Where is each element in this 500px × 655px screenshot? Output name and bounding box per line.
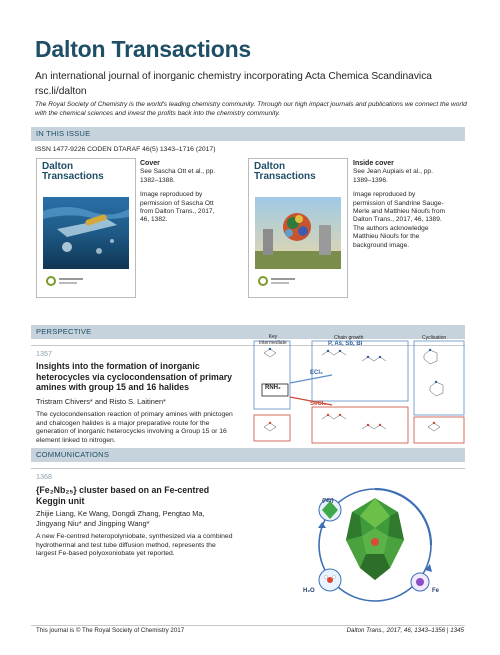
page-number: 1368 [36,472,52,481]
inside-cover-info [353,160,449,250]
graphic-label-nb: {Nb} [322,498,334,504]
graphic-label-fe: Fe [432,588,440,594]
graphic-label-water: H₂O [303,588,315,594]
perspective-authors: Tristram Chivers* and Risto S. Laitinen* [36,397,166,406]
graphic-label-rnh2: RNH₂ [265,385,281,391]
graphic-label-ecl3: ECl₃ [310,370,323,376]
issue-info: ISSN 1477-9226 CODEN DTARAF 46(5) 1343–1716 (2017) [35,146,216,153]
graphic-label-cyclisation: Cyclisation [422,335,447,341]
footer-citation: Dalton Trans., 2017, 46, 1343–1356 | 1345 [346,627,464,634]
section-bar-in-this-issue [31,127,465,141]
communication-abstract: A new Fe-centred heteropolyniobate, synthesized via a combined hydrothermal and test tube diffusion method, represents the largest Fe-based polyoxoniobate yet reported. [36,533,233,557]
graphic-label-key-intermediate: Key intermediate [259,334,287,346]
inside-cover-heading: Inside cover [353,160,394,167]
journal-title: Dalton Transactions [35,36,252,62]
cover-logo-line2: Transactions [42,171,104,182]
page-number: 1357 [36,349,52,358]
cover-text: See Sascha Ott et al., pp. 1382–1388. [140,168,216,184]
perspective-graphic [252,335,466,445]
cover-image[interactable] [36,158,136,298]
inside-cover-credit: Image reproduced by permission of Sandrine Sauge-Merle and Matthieu Nioufs from Dalton Trans., 2017, 46, 1389. The authors acknowledge Matthieu Nioufs for the background image. [353,191,445,249]
perspective-article-title[interactable]: Insights into the formation of inorganic heterocycles via cyclocondensation of primary amines with group 15 and 16 halides [36,361,233,392]
inside-cover-text: See Jean Aupiais et al., pp. 1389–1396. [353,168,433,184]
divider [31,468,465,469]
perspective-abstract: The cyclocondensation reaction of primary amines with pnictogen and chalcogen halides is a major preparative route for the generation of inorganic heterocycles involving a Group 15 or 16 element linked to nitrogen. [36,411,233,444]
cover-heading: Cover [140,160,160,167]
communication-authors: Zhijie Liang, Ke Wang, Dongdi Zhang, Pengtao Ma, Jingyang Niu* and Jingping Wang* [36,509,205,528]
cluster-structure [300,470,450,620]
journal-url[interactable]: rsc.li/dalton [35,86,87,97]
graphic-label-secl2: SeCl₂ [310,401,327,407]
graphic-label-elements: P, As, Sb, Bi [328,341,363,347]
footer-divider [31,625,465,626]
journal-description: The Royal Society of Chemistry is the world's leading chemistry community. Through our high impact journals and publications we connect the world with the chemical sciences and invest the profits back into the chemistry community. [35,101,467,117]
cover-credit: Image reproduced by permission of Sascha Ott from Dalton Trans., 2017, 46, 1382. [140,191,215,224]
graphic-label-chain-growth: Chain growth [334,335,364,341]
section-title: IN THIS ISSUE [36,129,91,138]
cover-logo-line1: Dalton [42,161,74,172]
section-bar-communications [31,448,465,462]
communication-article-title[interactable]: {Fe₂Nb₂₅} cluster based on an Fe-centred Keggin unit [36,485,210,506]
communication-graphic [300,470,450,620]
footer-copyright: This journal is © The Royal Society of Chemistry 2017 [36,627,185,634]
inside-cover-logo-line2: Transactions [254,171,316,182]
section-title: PERSPECTIVE [36,327,92,336]
inside-cover-image[interactable] [248,158,348,298]
reaction-scheme [252,335,466,445]
journal-subtitle: An international journal of inorganic chemistry incorporating Acta Chemica Scandinavica [35,71,432,82]
section-title: COMMUNICATIONS [36,450,110,459]
cover-info [140,160,220,225]
inside-cover-logo-line1: Dalton [254,161,286,172]
